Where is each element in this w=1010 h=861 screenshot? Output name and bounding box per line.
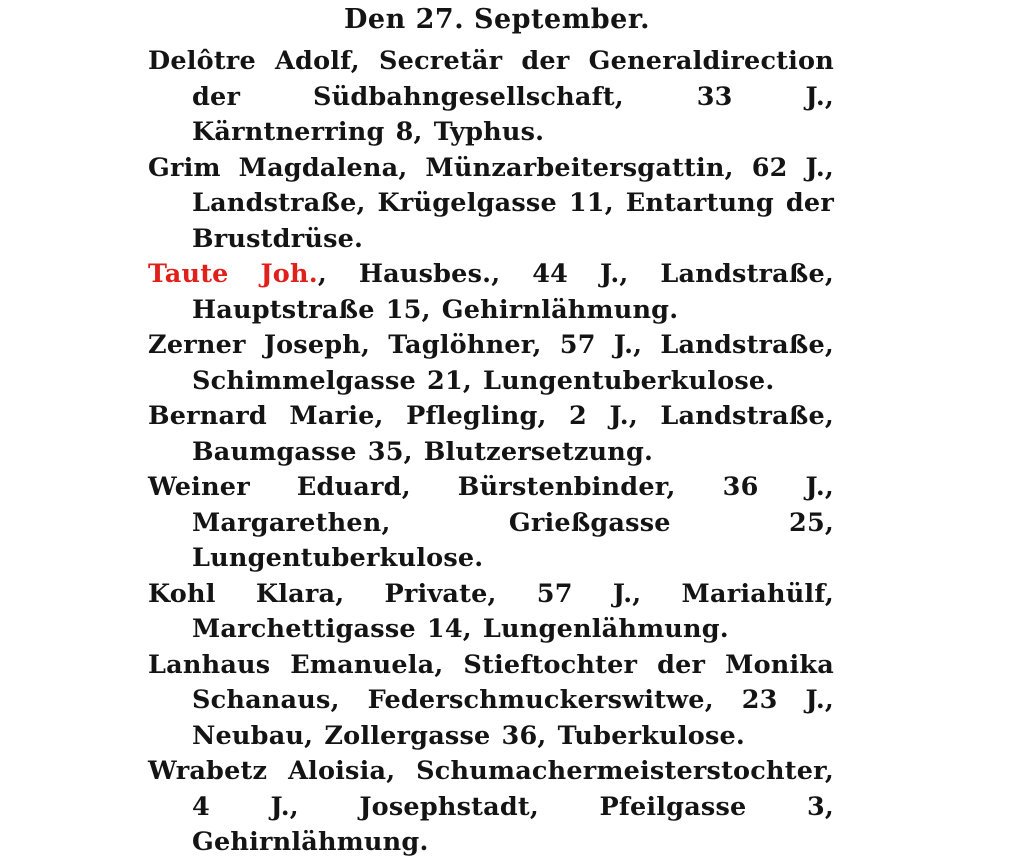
- entry-name: Bernard Marie: [148, 401, 375, 431]
- register-entry: [148, 577, 834, 648]
- entry-name: Grim Magdalena: [148, 152, 399, 183]
- entry-details: , Hausbes., 44 J., Landstraße, Hauptstraße 15, Gehirnlähmung.: [192, 259, 834, 325]
- register-entry: [148, 399, 834, 470]
- register-entry: [148, 328, 834, 399]
- entry-details: , Pflegling, 2 J., Landstraße, Baumgasse 35, Blutzersetzung.: [192, 401, 834, 467]
- entry-name: Zerner Joseph: [148, 330, 362, 360]
- entry-name-highlighted: Taute Joh.: [148, 259, 318, 289]
- date-heading: Den 27. September.: [344, 4, 650, 35]
- entry-name: Lanhaus Emanuela: [148, 649, 435, 680]
- register-entry: [148, 151, 834, 258]
- register-entry: [148, 754, 834, 861]
- entry-details: , Münzarbeitersgattin, 62 J., Landstraße, Krügelgasse 11, Entartung der Brustdrüse.: [192, 152, 835, 254]
- death-register-list: [148, 44, 834, 861]
- register-entry-highlighted: [148, 257, 834, 328]
- entry-details: , Stieftochter der Monika Schanaus, Federschmuckerswitwe, 23 J., Neubau, Zollergasse 36, Tuberkulose.: [192, 649, 834, 751]
- entry-name: Wrabetz Aloisia: [148, 756, 387, 786]
- entry-name: Delôtre Adolf: [148, 46, 351, 76]
- register-entry: [148, 648, 834, 755]
- entry-details: , Private, 57 J., Mariahülf, Marchettigasse 14, Lungenlähmung.: [192, 578, 835, 644]
- entry-details: , Bürstenbinder, 36 J., Margarethen, Grießgasse 25, Lungentuberkulose.: [192, 472, 834, 573]
- entry-name: Weiner Eduard: [148, 472, 402, 502]
- register-entry: [148, 44, 834, 151]
- register-entry: [148, 470, 834, 577]
- entry-details: , Schumachermeisterstochter, 4 J., Josephstadt, Pfeilgasse 3, Gehirnlähmung.: [192, 756, 834, 857]
- entry-name: Kohl Klara: [148, 578, 336, 609]
- entry-details: , Taglöhner, 57 J., Landstraße, Schimmelgasse 21, Lungentuberkulose.: [192, 330, 834, 396]
- entry-details: , Secretär der Generaldirection der Südbahngesellschaft, 33 J., Kärntnerring 8, Typhus.: [192, 46, 834, 147]
